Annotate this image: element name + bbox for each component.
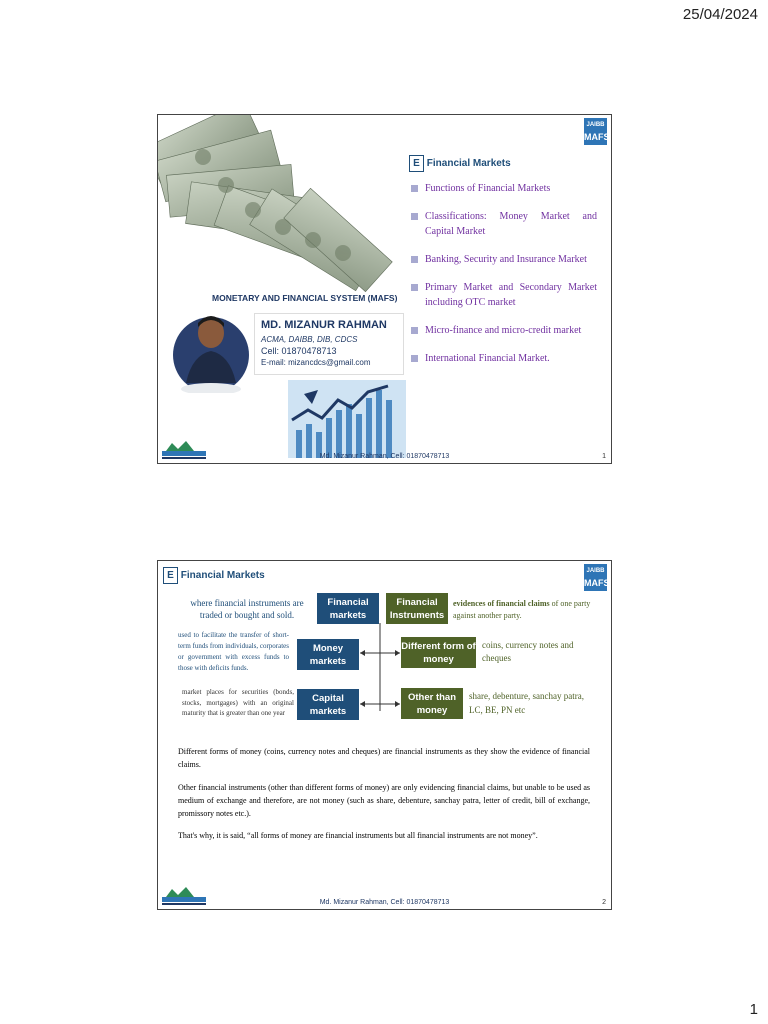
list-item: Primary Market and Secondary Market including OTC market: [411, 280, 597, 310]
slide1-title: E Financial Markets: [409, 155, 511, 172]
topic-list: [411, 181, 597, 379]
financial-markets-box: Financial markets: [317, 593, 379, 624]
slide-footer: Md. Mizanur Rahman, Cell: 01870478713: [319, 453, 450, 460]
different-form-of-money-box: Different form of money: [401, 637, 476, 668]
money-bills-image: [158, 115, 408, 300]
jaibb-mafs-badge: JAIBB MAFS: [584, 564, 607, 591]
jaibb-mafs-badge: JAIBB MAFS: [584, 118, 607, 145]
finance-chart-image: [288, 380, 406, 458]
list-item: Classifications: Money Market and Capital Market: [411, 209, 597, 239]
paragraph: That's why, it is said, “all forms of money are financial instruments but all financial instruments are not money”.: [178, 831, 538, 840]
author-cell: Cell: 01870478713: [261, 346, 337, 356]
author-name: MD. MIZANUR RAHMAN: [261, 319, 387, 331]
author-email: E-mail: mizancdcs@gmail.com: [261, 358, 371, 367]
author-qualifications: ACMA, DAIBB, DIB, CDCS: [261, 335, 358, 344]
capital-markets-definition: market places for securities (bonds, stocks, mortgages) with an original maturity that is greater than one year: [182, 688, 294, 717]
bullet-square-icon: [411, 185, 418, 192]
slide-number: 1: [602, 453, 606, 460]
money-markets-box: Money markets: [297, 639, 359, 670]
list-item: International Financial Market.: [411, 351, 597, 366]
money-markets-definition: used to facilitate the transfer of short-term funds from individuals, corporates or government with excess funds to those with deficits funds.: [178, 631, 290, 672]
author-photo: [172, 305, 250, 393]
list-item: Micro-finance and micro-credit market: [411, 323, 597, 338]
slide2-title: E Financial Markets: [163, 567, 265, 584]
paragraph: Different forms of money (coins, currency notes and cheques) are financial instruments as they show the evidence of financial claims.: [178, 747, 590, 769]
list-item: Functions of Financial Markets: [411, 181, 597, 196]
bullet-square-icon: [411, 284, 418, 291]
financial-instruments-box: Financial Instruments: [386, 593, 448, 624]
different-form-of-money-definition: coins, currency notes and cheques: [482, 640, 574, 663]
page-number: 1: [749, 1001, 758, 1018]
other-than-money-definition: share, debenture, sanchay patra, LC, BE, PN etc: [469, 691, 584, 715]
bullet-square-icon: [411, 327, 418, 334]
print-date: 25/04/2024: [682, 6, 758, 23]
e-mark-icon: E: [163, 567, 178, 584]
capital-markets-box: Capital markets: [297, 689, 359, 720]
paragraph: Other financial instruments (other than different forms of money) are only evidencing financial claims, but unable to be used as medium of exchange and therefore, are not money (such as share, debenture, sanchay patra, letter of credit, bill of exchange, promissory notes etc.).: [178, 783, 590, 818]
slide-number: 2: [602, 899, 606, 906]
e-mark-icon: E: [409, 155, 424, 172]
bullet-square-icon: [411, 355, 418, 362]
list-item: Banking, Security and Insurance Market: [411, 252, 597, 267]
bullet-square-icon: [411, 256, 418, 263]
author-card: [254, 313, 404, 375]
slide-2: [157, 560, 612, 910]
slide-footer: Md. Mizanur Rahman, Cell: 01870478713: [319, 899, 450, 906]
other-than-money-box: Other than money: [401, 688, 463, 719]
financial-instruments-definition: evidences of financial claims of one party against another party.: [453, 599, 591, 620]
course-banner: MONETARY AND FINANCIAL SYSTEM (MAFS): [212, 293, 398, 303]
bullet-square-icon: [411, 213, 418, 220]
financial-markets-definition: where financial instruments are traded or bought and sold.: [190, 598, 304, 620]
slide-1: [157, 114, 612, 464]
